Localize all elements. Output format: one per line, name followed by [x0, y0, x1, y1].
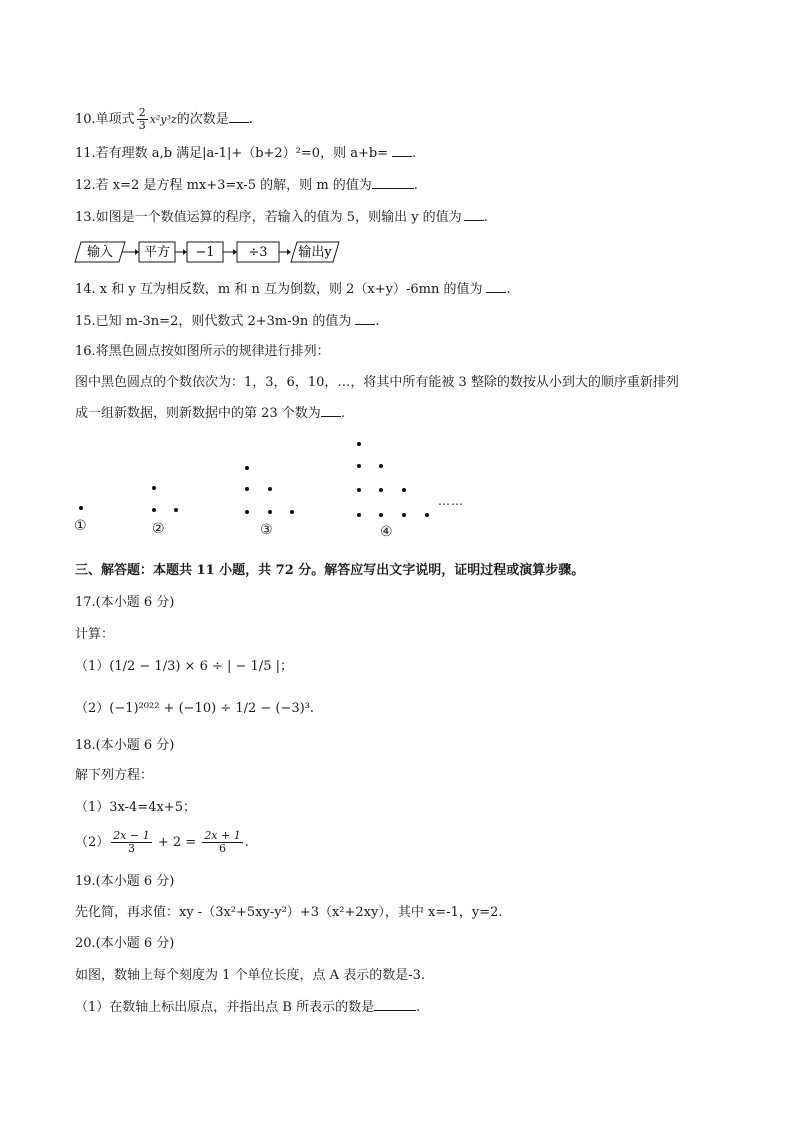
dot: [152, 486, 156, 490]
question-12: [75, 176, 418, 195]
question-17-part1: [75, 658, 293, 676]
dot-pattern-figures: [70, 436, 490, 546]
dot: [152, 508, 156, 512]
q10-fraction: [137, 107, 148, 132]
dot: [245, 510, 249, 514]
q18-part2-label: （2）: [75, 835, 110, 850]
q14-text: 14. x 和 y 互为相反数，m 和 n 互为倒数，则 2（x+y）-6mn 的值为: [75, 282, 483, 297]
answer-blank: [486, 280, 506, 293]
q18-right-num: 2x + 1: [204, 829, 241, 842]
arrow-head: [233, 249, 237, 255]
q15-text: 15.已知 m-3n=2，则代数式 2+3m-9n 的值为: [75, 314, 352, 329]
dot: [357, 464, 361, 468]
answer-blank: [464, 208, 484, 221]
question-20-text: [75, 967, 425, 985]
q15-end: .: [375, 314, 380, 329]
dot: [357, 442, 361, 446]
q10-prefix: 10.单项式: [75, 112, 135, 127]
q18-right-den: 6: [219, 842, 227, 855]
figure-label-1: ①: [74, 518, 87, 534]
section-3-text: 三、解答题：本题共 11 小题，共 72 分。解答应写出文字说明，证明过程或演算步骤。: [75, 563, 585, 578]
q10-frac-num: 2: [138, 106, 146, 119]
figure-label-4: ④: [380, 524, 393, 540]
flow-input-label: 输入: [86, 245, 114, 260]
flow-output-label: 输出y: [298, 245, 332, 260]
question-19-text: [75, 904, 503, 922]
q17-instruction: 计算：: [75, 627, 115, 642]
q18-right-fraction: [202, 830, 242, 855]
q11-text: 11.若有理数 a,b 满足|a-1|+（b+2）²=0，则 a+b=: [75, 146, 389, 161]
question-20-part1: [75, 998, 420, 1017]
dot: [174, 508, 178, 512]
dot: [245, 487, 249, 491]
q10-suffix: 的次数是: [176, 112, 229, 127]
question-10: 10.单项式 $\frac{2}{3}$ x²y³z的次数是 .: [75, 106, 253, 132]
q18-middle: + 2 =: [157, 835, 197, 850]
flow-minus-label: −1: [195, 245, 215, 260]
question-15: [75, 312, 380, 331]
question-18-title: [75, 737, 174, 755]
arrow-head: [287, 249, 291, 255]
q20-title: 20.(本小题 6 分): [75, 936, 175, 951]
question-17-title: [75, 594, 174, 612]
dot: [268, 487, 272, 491]
q16-line3: 成一组新数据，则新数据中的第 23 个数为: [75, 406, 321, 421]
q20-part1-end: .: [416, 1000, 421, 1015]
question-14: [75, 280, 511, 299]
figure-label-2: ②: [152, 521, 165, 537]
q18-instruction: 解下列方程：: [75, 768, 154, 783]
answer-blank: [321, 404, 341, 417]
q14-end: .: [506, 282, 511, 297]
flowchart-svg: [75, 240, 345, 264]
question-18-part2: [75, 828, 249, 858]
q10-frac-den: 3: [138, 119, 146, 132]
question-13: [75, 208, 488, 227]
question-11: [75, 144, 416, 163]
q10-expression: x²y³z: [149, 113, 177, 126]
q16-text: 16.将黑色圆点按如图所示的规律进行排列：: [75, 344, 330, 359]
flow-divide-label: ÷3: [248, 245, 268, 260]
dot: [379, 488, 383, 492]
answer-blank: [392, 144, 412, 157]
q18-left-fraction: [111, 830, 151, 855]
flow-square-label: 平方: [143, 245, 171, 260]
q19-text: 先化简，再求值：xy -（3x²+5xy-y²）+3（x²+2xy），其中 x=-1，y=2.: [75, 905, 503, 920]
question-18-part1: [75, 799, 196, 817]
q13-text: 13.如图是一个数值运算的程序，若输入的值为 5，则输出 y 的值为: [75, 210, 462, 225]
dot: [290, 510, 294, 514]
q18-title: 18.(本小题 6 分): [75, 738, 175, 753]
dot: [79, 506, 83, 510]
dot: [268, 510, 272, 514]
q18-end: .: [244, 835, 249, 850]
question-20-title: [75, 935, 174, 953]
dot: [425, 513, 429, 517]
continuation-ellipsis: ……: [438, 494, 464, 508]
q17-title: 17.(本小题 6 分): [75, 595, 175, 610]
q16-end: .: [340, 406, 345, 421]
answer-blank: [372, 176, 414, 189]
q17-part2: （2）(−1)²⁰²² + (−10) ÷ 1/2 − (−3)³.: [75, 701, 315, 716]
dot: [379, 513, 383, 517]
figure-label-3: ③: [260, 522, 273, 538]
q18-left-den: 3: [127, 842, 135, 855]
dot: [402, 488, 406, 492]
q17-part1: （1）(1/2 − 1/3) × 6 ÷ | − 1/5 |；: [75, 659, 293, 674]
question-16: [75, 343, 330, 361]
dot: [357, 513, 361, 517]
question-17-part2: [75, 700, 314, 718]
dot: [245, 466, 249, 470]
question-19-title: [75, 873, 174, 891]
arrow-head: [135, 249, 139, 255]
q20-part1: （1）在数轴上标出原点，并指出点 B 所表示的数是: [75, 1000, 375, 1015]
answer-blank: [355, 312, 375, 325]
section-3-header: [75, 562, 584, 580]
answer-blank: [229, 110, 249, 123]
q11-end: .: [412, 146, 417, 161]
dot: [379, 464, 383, 468]
program-flowchart: [75, 240, 345, 264]
q18-part1: （1）3x-4=4x+5；: [75, 800, 196, 815]
q12-text: 12.若 x=2 是方程 mx+3=x-5 的解，则 m 的值为: [75, 178, 372, 193]
question-16-line2: [75, 374, 679, 392]
question-18-instruction: [75, 767, 153, 785]
q20-text: 如图，数轴上每个刻度为 1 个单位长度，点 A 表示的数是-3.: [75, 968, 425, 983]
q18-left-num: 2x − 1: [113, 829, 150, 842]
q12-end: .: [413, 178, 418, 193]
q16-line2: 图中黑色圆点的个数依次为：1，3，6，10，…，将其中所有能被 3 整除的数按从小到大的顺序重新排列: [75, 375, 679, 390]
q19-title: 19.(本小题 6 分): [75, 874, 175, 889]
answer-blank: [374, 998, 416, 1011]
arrow-head: [183, 249, 187, 255]
dot: [357, 488, 361, 492]
q13-end: .: [483, 210, 488, 225]
dot: [402, 513, 406, 517]
question-17-instruction: [75, 626, 114, 644]
question-16-line3: [75, 404, 345, 423]
